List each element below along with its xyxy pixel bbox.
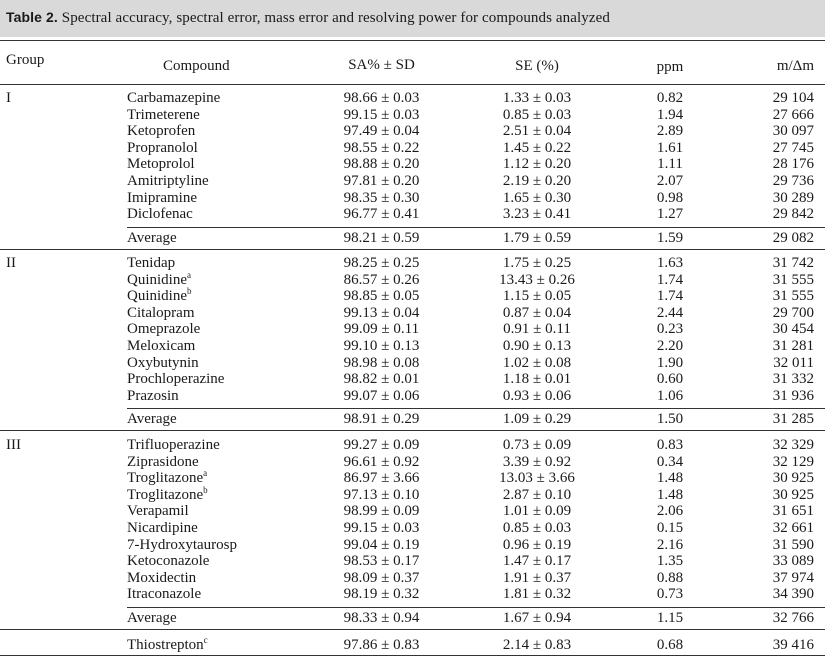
group-end-rule <box>0 629 825 630</box>
compound-cell: Moxidectin <box>127 569 197 586</box>
sa-cell: 86.97 ± 3.66 <box>343 470 420 487</box>
resolving-power-cell: 31 742 <box>772 255 814 271</box>
ppm-cell: 0.60 <box>656 371 684 388</box>
ppm-cell: 1.06 <box>656 387 684 404</box>
sa-cell: 98.09 ± 0.37 <box>343 569 420 586</box>
compound-cell: Ketoprofen <box>127 123 196 140</box>
ppm-cell: 1.11 <box>657 156 683 173</box>
sa-cell: 86.57 ± 0.26 <box>343 271 420 288</box>
se-cell: 3.39 ± 0.92 <box>502 453 572 470</box>
resolving-power-cell: 30 097 <box>772 123 814 140</box>
ppm-cell: 0.83 <box>656 437 684 453</box>
header-sa: SA% ± SD <box>348 57 415 73</box>
resolving-power-cell: 32 661 <box>772 520 814 536</box>
resolving-power-cell: 30 454 <box>772 321 814 338</box>
se-cell: 1.65 ± 0.30 <box>502 189 572 206</box>
table-label: Table 2. <box>6 9 58 25</box>
average-rule <box>127 408 825 409</box>
compound-cell: Amitriptyline <box>127 173 209 189</box>
sa-cell: 97.86 ± 0.83 <box>343 637 420 653</box>
resolving-power-cell: 31 332 <box>772 371 814 388</box>
resolving-power-cell: 31 590 <box>772 536 814 553</box>
sa-cell: 98.98 ± 0.08 <box>343 354 420 371</box>
compound-cell: Average <box>127 610 177 626</box>
ppm-cell: 1.35 <box>656 553 684 570</box>
compound-cell: 7-Hydroxytaurosp <box>127 536 237 553</box>
se-cell: 13.03 ± 3.66 <box>499 470 575 487</box>
resolving-power-cell: 30 289 <box>772 189 814 206</box>
sa-cell: 98.25 ± 0.25 <box>343 255 420 271</box>
header-group: Group <box>6 52 45 68</box>
ppm-cell: 0.98 <box>656 189 684 206</box>
ppm-cell: 1.63 <box>656 255 684 271</box>
se-cell: 0.73 ± 0.09 <box>502 437 572 453</box>
se-cell: 1.91 ± 0.37 <box>502 569 572 586</box>
compound-cell: Tenidap <box>127 255 176 271</box>
compound-cell: Quinidine$^a$ <box>127 269 191 288</box>
se-cell: 1.12 ± 0.20 <box>502 156 572 173</box>
se-cell: 0.90 ± 0.13 <box>502 338 572 354</box>
footnote-marker: a <box>187 269 191 280</box>
resolving-power-cell: 32 129 <box>772 453 814 470</box>
se-cell: 2.19 ± 0.20 <box>502 173 572 189</box>
resolving-power-cell: 31 651 <box>772 503 814 520</box>
resolving-power-cell: 32 329 <box>772 437 814 453</box>
resolving-power-cell: 29 736 <box>772 173 814 189</box>
ppm-cell: 1.74 <box>656 271 684 288</box>
ppm-cell: 1.27 <box>656 206 684 223</box>
group-label: II <box>6 255 16 271</box>
ppm-cell: 0.23 <box>656 321 684 338</box>
sa-cell: 99.10 ± 0.13 <box>343 338 420 354</box>
compound-cell: Metoprolol <box>127 156 195 173</box>
compound-cell: Verapamil <box>127 503 189 520</box>
sa-cell: 98.21 ± 0.59 <box>343 229 420 246</box>
compound-cell: Nicardipine <box>127 520 198 536</box>
sa-cell: 96.77 ± 0.41 <box>343 206 420 223</box>
table-title: Spectral accuracy, spectral error, mass error and resolving power for compounds analyzed <box>61 10 611 26</box>
compound-cell: Oxybutynin <box>127 354 199 371</box>
average-rule <box>127 607 825 608</box>
compound-cell: Imipramine <box>127 189 197 206</box>
resolving-power-cell: 34 390 <box>772 586 814 603</box>
sa-cell: 97.49 ± 0.04 <box>343 123 420 140</box>
ppm-cell: 0.68 <box>656 637 684 653</box>
group-label: I <box>6 90 11 106</box>
resolving-power-cell: 27 666 <box>772 106 814 123</box>
ppm-cell: 1.94 <box>656 106 684 123</box>
resolving-power-cell: 30 925 <box>772 486 814 503</box>
sa-cell: 99.07 ± 0.06 <box>343 387 420 404</box>
ppm-cell: 1.15 <box>656 610 684 626</box>
footnote-marker: c <box>203 635 208 645</box>
ppm-cell: 0.82 <box>656 90 684 106</box>
group-end-rule <box>0 430 825 431</box>
resolving-power-cell: 31 285 <box>772 411 814 428</box>
sa-cell: 99.15 ± 0.03 <box>343 520 420 536</box>
resolving-power-cell: 29 082 <box>772 229 814 246</box>
resolving-power-cell: 28 176 <box>772 156 814 173</box>
compound-cell: Troglitazone$^b$ <box>127 484 208 503</box>
sa-cell: 99.09 ± 0.11 <box>343 321 420 338</box>
resolving-power-cell: 29 104 <box>772 90 814 106</box>
se-cell: 1.15 ± 0.05 <box>502 288 572 305</box>
compound-cell: Average <box>127 229 177 246</box>
resolving-power-cell: 33 089 <box>772 553 814 570</box>
ppm-cell: 1.48 <box>656 486 684 503</box>
compound-cell: Citalopram <box>127 304 195 321</box>
se-cell: 1.67 ± 0.94 <box>502 610 572 626</box>
sa-cell: 99.04 ± 0.19 <box>343 536 420 553</box>
ppm-cell: 0.88 <box>656 569 684 586</box>
se-cell: 2.51 ± 0.04 <box>502 123 572 140</box>
resolving-power-cell: 31 555 <box>772 271 814 288</box>
ppm-cell: 2.16 <box>656 536 684 553</box>
se-cell: 1.01 ± 0.09 <box>502 503 572 520</box>
sa-cell: 98.88 ± 0.20 <box>343 156 420 173</box>
average-rule <box>127 227 825 228</box>
sa-cell: 97.13 ± 0.10 <box>343 486 420 503</box>
sa-cell: 97.81 ± 0.20 <box>343 173 420 189</box>
se-cell: 1.75 ± 0.25 <box>502 255 572 271</box>
resolving-power-cell: 29 842 <box>772 206 814 223</box>
ppm-cell: 1.90 <box>656 354 684 371</box>
header-compound: Compound <box>163 58 230 74</box>
sa-cell: 99.13 ± 0.04 <box>343 304 420 321</box>
ppm-cell: 2.89 <box>656 123 684 140</box>
se-cell: 3.23 ± 0.41 <box>502 206 572 223</box>
resolving-power-cell: 31 936 <box>772 387 814 404</box>
header-rule <box>0 84 825 85</box>
resolving-power-cell: 29 700 <box>772 304 814 321</box>
compound-cell: Meloxicam <box>127 338 196 354</box>
se-cell: 2.14 ± 0.83 <box>502 637 572 653</box>
table-caption <box>0 0 825 37</box>
footnote-marker: a <box>203 468 208 479</box>
se-cell: 13.43 ± 0.26 <box>499 271 575 288</box>
sa-cell: 98.35 ± 0.30 <box>343 189 420 206</box>
resolving-power-cell: 30 925 <box>772 470 814 487</box>
compound-cell: Diclofenac <box>127 206 193 223</box>
resolving-power-cell: 27 745 <box>772 139 814 156</box>
sa-cell: 98.82 ± 0.01 <box>343 371 420 388</box>
se-cell: 2.87 ± 0.10 <box>502 486 572 503</box>
ppm-cell: 1.61 <box>656 139 684 156</box>
compound-cell: Average <box>127 411 177 428</box>
compound-cell: Omeprazole <box>127 321 201 338</box>
compound-cell: Prochloperazine <box>127 371 225 388</box>
header-ppm: ppm <box>656 59 684 75</box>
se-cell: 0.85 ± 0.03 <box>502 520 572 536</box>
resolving-power-cell: 37 974 <box>772 569 814 586</box>
se-cell: 0.85 ± 0.03 <box>502 106 572 123</box>
compound-cell: Ziprasidone <box>127 453 199 470</box>
sa-cell: 98.85 ± 0.05 <box>343 288 420 305</box>
compound-cell: Itraconazole <box>127 586 202 603</box>
se-cell: 1.33 ± 0.03 <box>502 90 572 106</box>
compound-cell: Prazosin <box>127 387 179 404</box>
se-cell: 1.09 ± 0.29 <box>502 411 572 428</box>
ppm-cell: 1.74 <box>656 288 684 305</box>
sa-cell: 96.61 ± 0.92 <box>343 453 420 470</box>
sa-cell: 98.99 ± 0.09 <box>343 503 420 520</box>
se-cell: 1.81 ± 0.32 <box>502 586 572 603</box>
sa-cell: 98.19 ± 0.32 <box>343 586 420 603</box>
table-header <box>0 52 825 76</box>
se-cell: 0.87 ± 0.04 <box>502 304 572 321</box>
resolving-power-cell: 39 416 <box>772 637 814 653</box>
resolving-power-cell: 32 766 <box>772 610 814 626</box>
ppm-cell: 1.50 <box>656 411 684 428</box>
se-cell: 1.18 ± 0.01 <box>502 371 572 388</box>
ppm-cell: 1.59 <box>656 229 684 246</box>
sa-cell: 98.91 ± 0.29 <box>343 411 420 428</box>
se-cell: 0.96 ± 0.19 <box>502 536 572 553</box>
compound-cell: Ketoconazole <box>127 553 210 570</box>
compound-cell: Troglitazone$^a$ <box>127 468 208 487</box>
ppm-cell: 2.06 <box>656 503 684 520</box>
resolving-power-cell: 32 011 <box>773 354 814 371</box>
group-label: III <box>6 437 21 453</box>
header-resolving-power: m/Δm <box>776 58 814 74</box>
sa-cell: 99.15 ± 0.03 <box>343 106 420 123</box>
sa-cell: 99.27 ± 0.09 <box>343 437 420 453</box>
compound-cell: Carbamazepine <box>127 90 221 106</box>
se-cell: 0.91 ± 0.11 <box>503 321 571 338</box>
sa-cell: 98.55 ± 0.22 <box>343 139 420 156</box>
compound-cell: Trimeterene <box>127 106 200 123</box>
ppm-cell: 0.15 <box>656 520 684 536</box>
compound-cell: Propranolol <box>127 139 198 156</box>
sa-cell: 98.66 ± 0.03 <box>343 90 420 106</box>
footnote-marker: b <box>187 286 192 297</box>
group-end-rule <box>0 249 825 250</box>
ppm-cell: 0.34 <box>656 453 684 470</box>
header-se: SE (%) <box>515 58 559 74</box>
top-rule <box>0 40 825 41</box>
ppm-cell: 2.20 <box>656 338 684 354</box>
se-cell: 1.45 ± 0.22 <box>502 139 572 156</box>
compound-cell: Quinidine$^b$ <box>127 286 192 305</box>
se-cell: 1.47 ± 0.17 <box>502 553 572 570</box>
se-cell: 1.79 ± 0.59 <box>502 229 572 246</box>
compound-cell: Thiostrepton$^c$ <box>127 635 208 653</box>
ppm-cell: 2.44 <box>656 304 684 321</box>
sa-cell: 98.53 ± 0.17 <box>343 553 420 570</box>
sa-cell: 98.33 ± 0.94 <box>343 610 420 626</box>
footnote-marker: b <box>203 484 208 495</box>
se-cell: 0.93 ± 0.06 <box>502 387 572 404</box>
compound-cell: Trifluoperazine <box>127 437 220 453</box>
ppm-cell: 2.07 <box>656 173 684 189</box>
resolving-power-cell: 31 555 <box>772 288 814 305</box>
se-cell: 1.02 ± 0.08 <box>502 354 572 371</box>
ppm-cell: 1.48 <box>656 470 684 487</box>
resolving-power-cell: 31 281 <box>772 338 814 354</box>
ppm-cell: 0.73 <box>656 586 684 603</box>
